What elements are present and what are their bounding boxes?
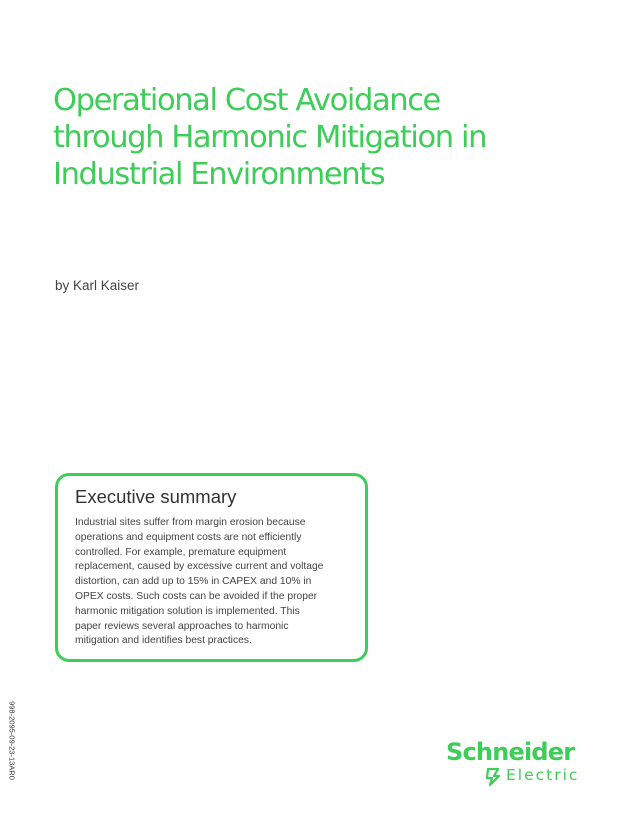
title-line-3: Industrial Environments [53, 157, 385, 192]
logo-sub-text: Electric [506, 766, 580, 784]
document-code: 998-2095-09-23-13AR0 [7, 701, 17, 780]
title-line-1: Operational Cost Avoidance [53, 83, 440, 118]
title-line-2: through Harmonic Mitigation in [53, 120, 486, 155]
summary-line: operations and equipment costs are not efficiently [75, 531, 302, 543]
summary-line: mitigation and identifies best practices. [75, 635, 252, 647]
summary-line: replacement, caused by excessive current and voltage [75, 561, 324, 573]
executive-summary-body [75, 516, 367, 649]
summary-line: distortion, can add up to 15% in CAPEX and 10% in [75, 576, 312, 588]
schneider-logo-icon [482, 767, 504, 787]
logo-name-text: Schneider [446, 738, 575, 766]
summary-line: paper reviews several approaches to harmonic [75, 620, 289, 632]
schneider-electric-logo [446, 738, 606, 788]
summary-line: controlled. For example, premature equipment [75, 546, 287, 558]
summary-line: OPEX costs. Such costs can be avoided if the proper [75, 590, 318, 602]
author-byline: by Karl Kaiser [55, 278, 140, 293]
summary-line: harmonic mitigation solution is implemented. This [75, 605, 300, 617]
executive-summary-box [55, 473, 368, 662]
summary-line: Industrial sites suffer from margin erosion because [75, 517, 306, 528]
paper-title [53, 82, 613, 193]
executive-summary-heading: Executive summary [75, 486, 237, 507]
